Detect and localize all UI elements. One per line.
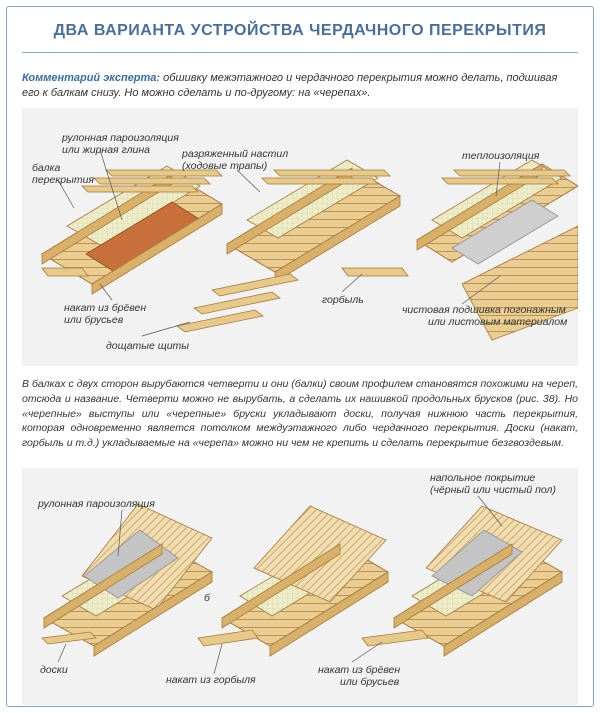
label-slab-roll: накат из горбыля [166,674,256,686]
assembly-floor-variant [362,506,562,656]
explanation-paragraph: В балках с двух сторон вырубаются четверти и они (балки) своим профилем становятся похожими на череп, отсюда и название. Четверти можно не вырубать, а сделать их нашивкой продольных брусков (рис. 38). Но «черепные» выступы или «черепные» бруски укладывают доски, получая нижнюю часть перекрытия, которая одновременно является потолком междуэтажного либо чердачного перекрытия. Доски (накат, горбыль и т.д.) укладываемые на «черепа» можно ни чем не крепить и сделать перекрытие безгвоздевым. [22,378,578,450]
expert-comment [22,71,578,101]
label-roll-logs-bottom: накат из брёвен или брусьев [318,664,401,688]
label-vapor: рулонная пароизоляция [38,498,155,510]
assembly-slab-variant [198,506,388,656]
label-vapor-clay: рулонная пароизоляция или жирная глина [62,132,179,156]
figure-mark: б [204,592,210,604]
comment-lead: Комментарий эксперта: [22,72,161,84]
label-floor: напольное покрытие (чёрный или чистый пол) [430,472,556,496]
title-divider [22,52,578,53]
label-sparse-deck: разряженный настил (ходовые трапы) [182,148,289,172]
label-beam: балка перекрытия [32,162,95,186]
label-insulation: теплоизоляция [462,150,540,162]
label-board-shields: дощатые щиты [106,340,190,352]
label-slab: горбыль [322,294,364,306]
label-finish-lining: чистовая подшивка погонажным или листовым материалом [402,304,568,328]
label-boards: доски [40,664,68,676]
assembly-board-variant [42,504,212,656]
assembly-sparse-deck-variant [177,160,400,332]
top-diagram-panel [22,108,578,366]
bottom-diagram-panel [22,468,578,705]
comment-text: обшивку межэтажного и чердачного перекрытия можно делать, подшивая его к балкам снизу. Но можно сделать и по-другому: на «черепах». [22,72,558,99]
figure-title: ДВА ВАРИАНТА УСТРОЙСТВА ЧЕРДАЧНОГО ПЕРЕКРЫТИЯ [53,22,547,39]
label-roll-logs: накат из брёвен или брусьев [64,302,147,326]
